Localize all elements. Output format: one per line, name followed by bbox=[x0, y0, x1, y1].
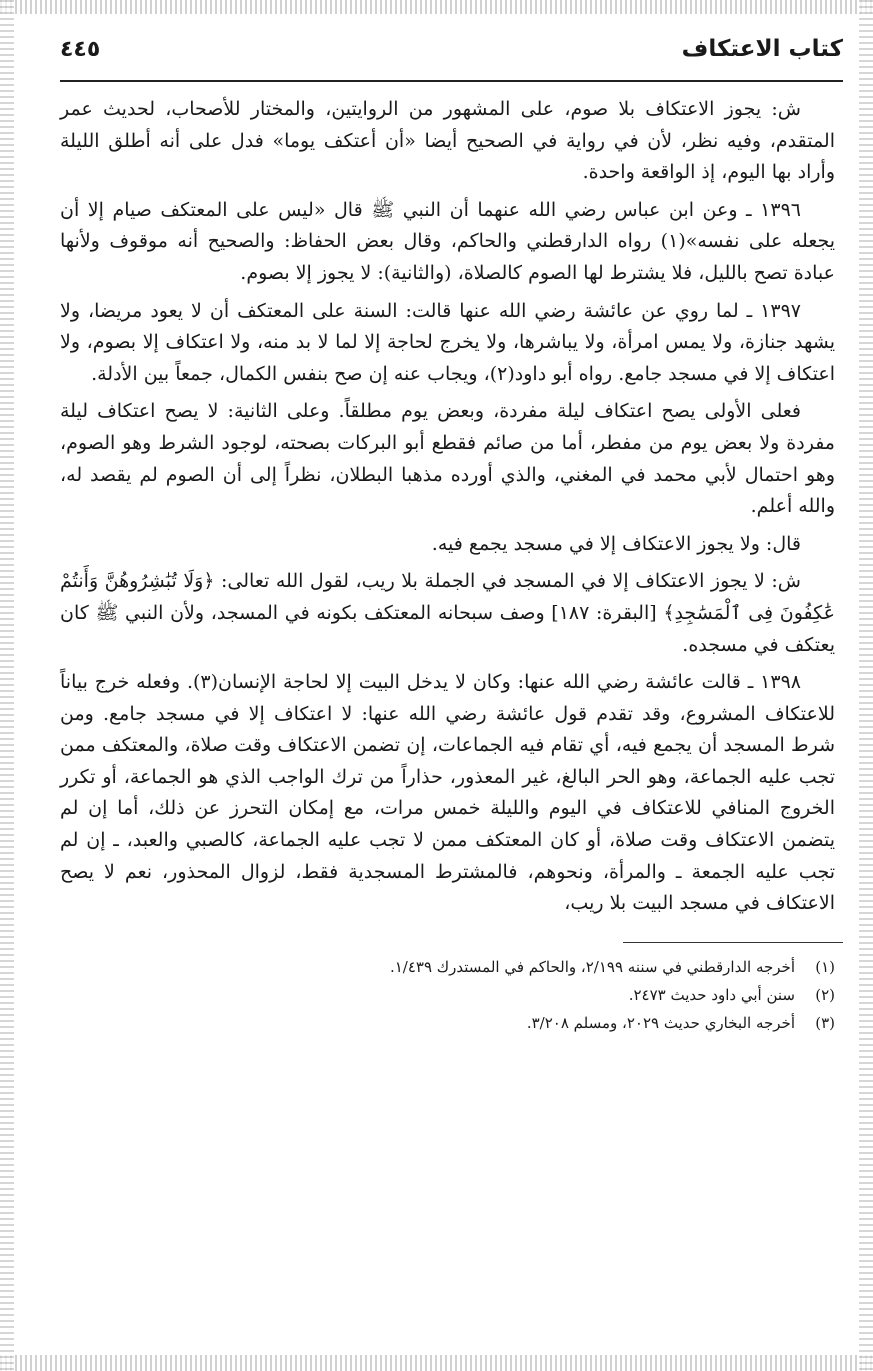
header-rule bbox=[60, 80, 843, 82]
footnote-number: (١) bbox=[815, 957, 835, 976]
running-header bbox=[60, 36, 843, 80]
paragraph-1: ش: يجوز الاعتكاف بلا صوم، على المشهور من الروايتين، والمختار للأصحاب، لحديث عمر المتقدم، وفيه نظر، لأن في رواية في الصحيح أيضا «أن أعتكف يوما» فدل على أنه أطلق الليلة وأراد بها اليوم، إذ الواقعة واحدة. bbox=[60, 98, 835, 184]
footnote-item bbox=[60, 1009, 835, 1037]
decorative-border-left bbox=[0, 0, 14, 1371]
chapter-title: كتاب الاعتكاف bbox=[681, 36, 843, 62]
paragraph-qala: قال: ولا يجوز الاعتكاف إلا في مسجد يجمع فيه. bbox=[431, 532, 801, 555]
footnote-text: أخرجه البخاري حديث ٢٠٢٩، ومسلم ٣/٢٠٨. bbox=[526, 1013, 795, 1032]
book-page bbox=[60, 36, 843, 1037]
paragraph-hadith-1396: ١٣٩٦ ـ وعن ابن عباس رضي الله عنهما أن النبي ﷺ قال «ليس على المعتكف صيام إلا أن يجعله على نفسه»(١) رواه الدارقطني والحاكم، وقال بعض الحفاظ: والصحيح أنه موقوف ولأنها عبادة تصح بالليل، فلا يشترط لها الصوم كالصلاة، (والثانية): لا يجوز إلا بصوم. bbox=[60, 198, 836, 284]
footnote-number: (٣) bbox=[815, 1013, 835, 1032]
footnote-item bbox=[60, 953, 835, 981]
decorative-border-bottom bbox=[0, 1355, 873, 1371]
footnote-divider bbox=[623, 942, 843, 943]
footnote-number: (٢) bbox=[815, 985, 835, 1004]
paragraph-4: فعلى الأولى يصح اعتكاف ليلة مفردة، وبعض يوم مطلقاً. وعلى الثانية: لا يصح اعتكاف ليلة مفردة ولا بعض يوم من مفطر، أما من صائم فقطع أبو البركات بصحته، لوجود الشرط وهو الصوم، وهو احتمال لأبي محمد في المغني، والذي أورده مذهبا البطلان، نظراً إلى أن الصوم لم يقصد له، والله أعلم. bbox=[60, 400, 835, 518]
footnotes bbox=[60, 953, 843, 1037]
paragraph-sharh: ش: لا يجوز الاعتكاف إلا في المسجد في الجملة بلا ريب، لقول الله تعالى: ﴿وَلَا تُبَٰشِرُوهُنَّ وَأَنتُمْ عَٰكِفُونَ فِى ٱلْمَسَٰجِدِ﴾ [البقرة: ١٨٧] وصف سبحانه المعتكف بكونه في المسجد، ولأن النبي ﷺ كان يعتكف في مسجده. bbox=[60, 570, 835, 656]
paragraph-hadith-1397: ١٣٩٧ ـ لما روي عن عائشة رضي الله عنها قالت: السنة على المعتكف أن لا يعود مريضا، ولا يشهد جنازة، ولا يمس امرأة، ولا يباشرها، ولا يخرج لحاجة إلا لما لا بد منه، ولا اعتكاف إلا بصوم، ولا اعتكاف إلا في مسجد جامع. رواه أبو داود(٢)، ويجاب عنه إن صح بنفس الكمال، جمعاً بين الأدلة. bbox=[60, 299, 835, 385]
footnote-text: سنن أبي داود حديث ٢٤٧٣. bbox=[628, 985, 795, 1004]
decorative-border-right bbox=[859, 0, 873, 1371]
footnote-item bbox=[60, 981, 835, 1009]
page-number: ٤٤٥ bbox=[60, 37, 101, 62]
footnote-text: أخرجه الدارقطني في سننه ٢/١٩٩، والحاكم في المستدرك ١/٤٣٩. bbox=[389, 957, 795, 976]
paragraph-hadith-1398: ١٣٩٨ ـ قالت عائشة رضي الله عنها: وكان لا يدخل البيت إلا لحاجة الإنسان(٣). وفعله خرج بياناً للاعتكاف المشروع، وقد تقدم قول عائشة رضي الله عنها: لا اعتكاف إلا في مسجد جامع. ومن شرط المسجد أن يجمع فيه، أي تقام فيه الجماعات، إن تضمن الاعتكاف وقت صلاة، والمعتكف ممن تجب عليه الجماعة، وهو الحر البالغ، غير المعذور، حذاراً من ترك الواجب الذي هو الجماعة، أو تكرر الخروج المنافي للاعتكاف في اليوم والليلة خمس مرات، مع إمكان التحرز عن ذلك، أما إن لم يتضمن الاعتكاف وقت صلاة، أو كان المعتكف ممن لا تجب عليه الجماعة، كالصبي والعبد، ـ إن لم تجب عليه الجمعة ـ والمرأة، ونحوهم، فالمشترط المسجدية فقط، لزوال المحذور، نعم لا يصح الاعتكاف في مسجد البيت بلا ريب، bbox=[60, 671, 835, 915]
decorative-border-top bbox=[0, 0, 873, 14]
